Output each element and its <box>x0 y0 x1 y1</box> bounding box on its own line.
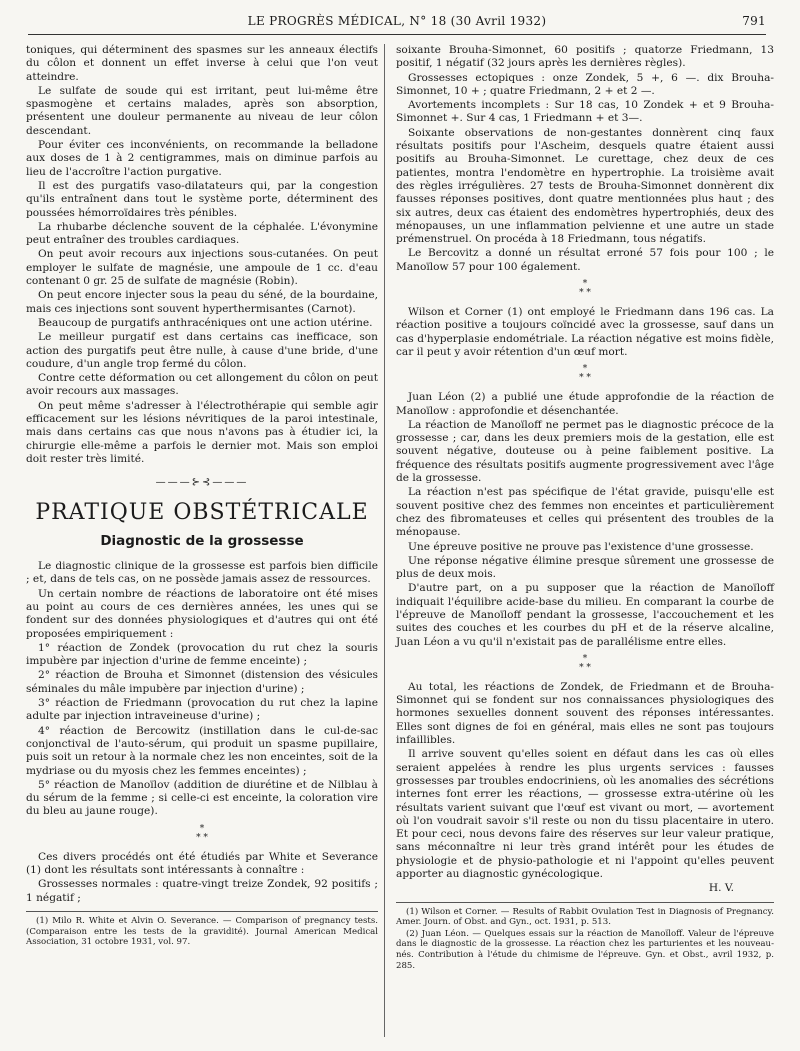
footnote: (1) Milo R. White et Alvin O. Severance. — Comparison of pregnancy tests. (Comparaison entre les tests de la gravidité). Journal American Medical Association, 31 octobre 1931, vol. 97. <box>26 915 378 948</box>
paragraph: On peut même s'adresser à l'électrothérapie qui semble agir efficacement sur les lésions névritiques de la paroi intestinale, mais dans certains cas que nous n'avons pas à étudier ici, la chirurgie elle-même a parfois le dernier mot. Mais son emploi doit rester très limité. <box>26 399 378 465</box>
column-divider <box>384 44 385 1037</box>
asterism: * * * <box>579 364 591 384</box>
paragraph: Pour éviter ces inconvénients, on recommande la belladone aux doses de 1 à 2 centigrammes, mais on diminue parfois au lieu de l'accroître l'action purgative. <box>26 139 378 178</box>
paragraph: Le meilleur purgatif est dans certains cas inefficace, son action des purgatifs peut être nulle, à cause d'une bride, d'une coudure, d'un angle trop fermé du côlon. <box>26 331 378 370</box>
paragraph: Grossesses ectopiques : onze Zondek, 5 +, 6 —. dix Brouha-Simonnet, 10 + ; quatre Friedmann, 2 + et 2 —. <box>396 71 774 97</box>
paragraph: Beaucoup de purgatifs anthracéniques ont une action utérine. <box>38 316 373 329</box>
paragraph: Une réponse négative élimine presque sûrement une grossesse de plus de deux mois. <box>396 554 774 581</box>
paragraph: toniques, qui déterminent des spasmes sur les anneaux électifs du côlon et donnent un effet inverse à celui que l'on veut atteindre. <box>26 44 378 83</box>
paragraph: On peut avoir recours aux injections sous-cutanées. On peut employer le sulfate de magnésie, une ampoule de 1 cc. d'eau contenant 0 gr. 25 de sulfate de magnésie (Robin). <box>26 248 378 288</box>
paragraph: Il est des purgatifs vaso-dilatateurs qui, par la congestion qu'ils entraînent dans tout le système porte, déterminent des poussées hémorroïdaires très pénibles. <box>26 179 378 219</box>
paragraph: Le diagnostic clinique de la grossesse est parfois bien difficile ; et, dans de tels cas, on ne possède jamais assez de ressources. <box>26 560 378 586</box>
paragraph: La réaction de Manoïloff ne permet pas le diagnostic précoce de la grossesse ; car, dans les deux premiers mois de la gestation, elle est souvent négative, douteuse ou à peine faiblement positive. La fréquence des résultats positifs augmente progressivement avec l'âge de la grossesse. <box>396 418 774 485</box>
list-item: 4° réaction de Bercowitz (instillation dans le cul-de-sac conjonctival de l'auto-sérum, qui produit un spasme pupillaire, puis soit un retour à la normale chez les non enceintes, soit de la mydriase ou du myosis chez les femmes enceintes) ; <box>26 724 378 777</box>
section-title: PRATIQUE OBSTÉTRICALE <box>35 499 369 525</box>
paragraph: Grossesses normales : quatre-vingt treize Zondek, 92 positifs ; 1 négatif ; <box>26 878 378 904</box>
asterism: * * * <box>579 653 591 673</box>
paragraph: Le sulfate de soude qui est irritant, peut lui-même être spasmogène et certains malades, après son absorption, présentent une douleur permanente au niveau de leur côlon descendant. <box>26 84 378 137</box>
author-signature: H. V. <box>708 882 734 895</box>
paragraph: Wilson et Corner (1) ont employé le Friedmann dans 196 cas. La réaction positive a toujours coïncidé avec la grossesse, sauf dans un cas d'hyperplasie endométriale. La réaction négative est moins fidèle, car il peut y avoir rétention d'un œuf mort. <box>396 306 774 358</box>
list-item: 3° réaction de Friedmann (provocation du rut chez la lapine adulte par injection intraveineuse d'urine) ; <box>26 697 378 723</box>
list-item: 2° réaction de Brouha et Simonnet (distension des vésicules séminales du mâle impubère par injection d'urine) ; <box>26 669 378 695</box>
paragraph: Juan Léon (2) a publié une étude approfondie de la réaction de Manoïlow : approfondie et désenchantée. <box>396 391 774 417</box>
list-item: 1° réaction de Zondek (provocation du rut chez la souris impubère par injection d'urine de femme enceinte) ; <box>26 641 378 668</box>
running-title: LE PROGRÈS MÉDICAL, N° 18 (30 Avril 1932) <box>247 14 547 28</box>
paragraph: D'autre part, on a pu supposer que la réaction de Manoïloff indiquait l'équilibre acide-base du milieu. En comparant la courbe de l'épreuve de Manoïloff pendant la grossesse, l'accouchement et les suites des couches et les courbes du pH et de la réserve alcaline, Juan Léon a vu qu'il n'existait pas de parallélisme entre elles. <box>396 582 774 648</box>
paragraph: Avortements incomplets : Sur 18 cas, 10 Zondek + et 9 Brouha-Simonnet +. Sur 4 cas, 1 Friedmann + et 3—. <box>396 99 774 125</box>
right-column <box>396 44 774 972</box>
paragraph: La rhubarbe déclenche souvent de la céphalée. L'évonymine peut entraîner des troubles cardiaques. <box>26 220 378 247</box>
paragraph: La réaction n'est pas spécifique de l'état gravide, puisqu'elle est souvent positive chez des femmes non enceintes et particulièrement chez des fibromateuses et celles qui présentent des troubles de la ménopause. <box>396 486 774 539</box>
paragraph: On peut encore injecter sous la peau du séné, de la bourdaine, mais ces injections sont souvent hyperthermisantes (Carnot). <box>26 289 378 315</box>
paragraph: soixante Brouha-Simonnet, 60 positifs ; quatorze Friedmann, 13 positif, 1 négatif (32 jours après les dernières règles). <box>396 44 774 70</box>
paragraph: Ces divers procédés ont été étudiés par White et Severance (1) dont les résultats sont intéressants à connaître : <box>26 850 378 877</box>
paragraph: Contre cette déformation ou cet allongement du côlon on peut avoir recours aux massages. <box>26 372 378 398</box>
page-number: 791 <box>742 14 766 28</box>
footnotes <box>396 902 774 972</box>
paragraph: Une épreuve positive ne prouve pas l'existence d'une grossesse. <box>408 540 754 553</box>
left-column <box>26 44 378 949</box>
section-ornament: ———⊱⊰——— <box>155 477 249 489</box>
footnote: (1) Wilson et Corner. — Results of Rabbit Ovulation Test in Diagnosis of Pregnancy. Amer. Journ. of Obst. and Gyn., oct. 1931, p. 513. <box>396 906 774 928</box>
footnote: (2) Juan Léon. — Quelques essais sur la réaction de Manoïloff. Valeur de l'épreuve dans le diagnostic de la grossesse. La réaction chez les parturientes et les nouveau-nés. Contribution à l'étude du chimisme de l'épreuve. Gyn. et Obst., avril 1932, p. 285. <box>396 928 774 971</box>
paragraph: Le Bercovitz a donné un résultat erroné 57 fois pour 100 ; le Manoïlow 57 pour 100 également. <box>396 247 774 273</box>
paragraph: Au total, les réactions de Zondek, de Friedmann et de Brouha-Simonnet qui se fondent sur nos connaissances physiologiques des hormones sexuelles donnent souvent des réponses intéressantes. Elles sont dignes de foi en général, mais elles ne sont pas toujours infaillibles. <box>396 680 774 747</box>
paragraph: Soixante observations de non-gestantes donnèrent cinq faux résultats positifs pour l'Ascheim, desquels quatre étaient aussi positifs au Brouha-Simonnet. Le curettage, chez deux de ces patientes, montra l'endomètre en hypertrophie. La troisième avait des règles irrégulières. 27 tests de Brouha-Simonnet donnèrent dix fausses réponses positives, dont quatre mentionnées plus haut ; des six autres, deux cas étaient des endomètres hypertrophiés, deux des ménopauses, un une inflammation pelvienne et une autre un stade prémenstruel. On procéda à 18 Friedmann, tous négatifs. <box>396 126 774 246</box>
asterism: * * * <box>196 823 208 843</box>
list-item: 5° réaction de Manoïlov (addition de diurétine et de Nilblau à du sérum de la femme ; si celle-ci est enceinte, la coloration vire du bleu au jaune rouge). <box>26 778 378 818</box>
paragraph: Il arrive souvent qu'elles soient en défaut dans les cas où elles seraient appelées à rendre les plus urgents services : fausses grossesses par troubles endocriniens, où les anomalies des sécrétions internes font errer les réactions, — grossesse extra-utérine où les résultats varient suivant que l'œuf est vivant ou mort, — avortement où l'on voudrait savoir s'il reste ou non du tissu placentaire in utero. Et pour ceci, nous devons faire des réserves sur leur valeur pratique, sans méconnaître ni leur très grand intérêt pour les études de physiologie et de physio-pathologie et ni l'appoint qu'elles peuvent apporter au diagnostic gynécologique. <box>396 748 774 881</box>
footnotes <box>26 911 378 948</box>
article-title: Diagnostic de la grossesse <box>100 532 304 549</box>
running-header <box>28 12 766 35</box>
paragraph: Un certain nombre de réactions de laboratoire ont été mises au point au cours de ces dernières années, les unes qui se fondent sur des données physiologiques et d'autres qui ont été proposées empiriquement : <box>26 587 378 640</box>
asterism: * * * <box>579 279 591 299</box>
